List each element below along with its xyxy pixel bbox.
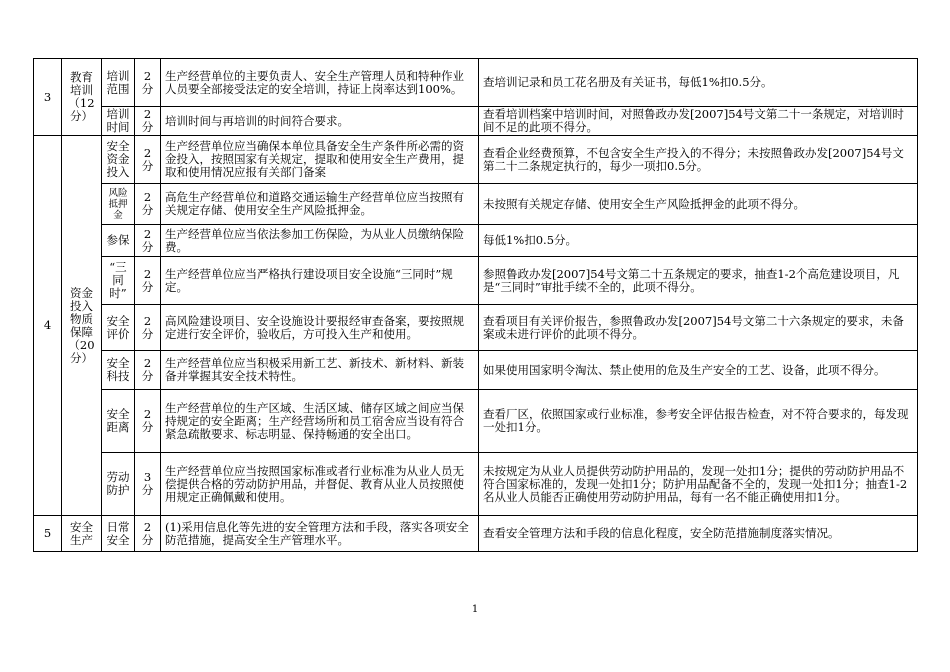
- points: 2分: [135, 257, 161, 305]
- standard-text: 生产经营单位应当确保本单位具备安全生产条件所必需的资金投入，按照国家有关规定，提取和使用安全生产费用，提取和使用情况应报有关部门备案: [161, 136, 479, 184]
- assessment-method: 未按规定为从业人员提供劳动防护用品的，发现一处扣1分；提供的劳动防护用品不符合国家标准的，发现一处扣1分；防护用品配备不全的，发现一处扣1分；抽查1-2名从业人员能否正确使用劳动防护用品，每有一名不能正确使用扣1分。: [479, 453, 918, 516]
- page-number: 1: [471, 604, 479, 615]
- assessment-method: 查看项目有关评价报告，参照鲁政办发[2007]54号文第二十六条规定的要求，未备案或未进行评价的此项不得分。: [479, 305, 918, 351]
- standard-text: 生产经营单位应当积极采用新工艺、新技术、新材料、新装备并掌握其安全技术特性。: [161, 351, 479, 390]
- points: 2分: [135, 390, 161, 453]
- sub-item: 安全距离: [102, 390, 135, 453]
- standard-text: 生产经营单位应当按照国家标准或者行业标准为从业人员无偿提供合格的劳动防护用品，并督促、教育从业人员按照使用规定正确佩戴和使用。: [161, 453, 479, 516]
- points: 2分: [135, 225, 161, 257]
- points: 2分: [135, 107, 161, 136]
- points: 2分: [135, 136, 161, 184]
- points: 2分: [135, 351, 161, 390]
- table-row: [34, 225, 918, 257]
- section-number: 5: [34, 516, 62, 552]
- sub-item: 安全科技: [102, 351, 135, 390]
- assessment-method: 查看安全管理方法和手段的信息化程度，安全防范措施制度落实情况。: [479, 516, 918, 552]
- assessment-method: 如果使用国家明令淘汰、禁止使用的危及生产安全的工艺、设备，此项不得分。: [479, 351, 918, 390]
- section-number: 4: [34, 136, 62, 516]
- standard-text: 生产经营单位的生产区域、生活区域、储存区域之间应当保持规定的安全距离；生产经营场所和员工宿舍应当设有符合紧急疏散要求、标志明显、保持畅通的安全出口。: [161, 390, 479, 453]
- table-row: [34, 136, 918, 184]
- sub-item: “三同时”: [102, 257, 135, 305]
- scoring-table: [33, 58, 918, 552]
- table-row: [34, 184, 918, 225]
- table-row: [34, 351, 918, 390]
- assessment-method: 查看企业经费预算，不包含安全生产投入的不得分；未按照鲁政办发[2007]54号文第二十二条规定执行的，每少一项扣0.5分。: [479, 136, 918, 184]
- assessment-method: 查培训记录和员工花名册及有关证书，每低1%扣0.5分。: [479, 59, 918, 107]
- standard-text: 高危生产经营单位和道路交通运输生产经营单位应当按照有关规定存储、使用安全生产风险抵押金。: [161, 184, 479, 225]
- points: 2分: [135, 59, 161, 107]
- table-row: [34, 305, 918, 351]
- table-row: [34, 516, 918, 552]
- points: 3分: [135, 453, 161, 516]
- table-row: [34, 107, 918, 136]
- sub-item: 日常安全: [102, 516, 135, 552]
- standard-text: 生产经营单位应当依法参加工伤保险，为从业人员缴纳保险费。: [161, 225, 479, 257]
- table-row: [34, 453, 918, 516]
- sub-item: 参保: [102, 225, 135, 257]
- assessment-method: 每低1%扣0.5分。: [479, 225, 918, 257]
- item-category: 教育培训（12分）: [62, 59, 102, 136]
- section-number: 3: [34, 59, 62, 136]
- sub-item: 风险抵押金: [102, 184, 135, 225]
- points: 2分: [135, 516, 161, 552]
- sub-item: 安全资金投入: [102, 136, 135, 184]
- sub-item: 安全评价: [102, 305, 135, 351]
- sub-item: 劳动防护: [102, 453, 135, 516]
- points: 2分: [135, 184, 161, 225]
- sub-item: 培训范围: [102, 59, 135, 107]
- points: 2分: [135, 305, 161, 351]
- assessment-method: 未按照有关规定存储、使用安全生产风险抵押金的此项不得分。: [479, 184, 918, 225]
- table-row: [34, 59, 918, 107]
- assessment-method: 参照鲁政办发[2007]54号文第二十五条规定的要求，抽查1-2个高危建设项目，凡是“三同时”审批手续不全的，此项不得分。: [479, 257, 918, 305]
- assessment-method: 查看厂区，依照国家或行业标准，参考安全评估报告检查，对不符合要求的，每发现一处扣1分。: [479, 390, 918, 453]
- item-category: 资金投入物质保障（20分）: [62, 136, 102, 516]
- standard-text: 生产经营单位应当严格执行建设项目安全设施“三同时”规定。: [161, 257, 479, 305]
- standard-text: 培训时间与再培训的时间符合要求。: [161, 107, 479, 136]
- table-row: [34, 257, 918, 305]
- assessment-method: 查看培训档案中培训时间，对照鲁政办发[2007]54号文第二十一条规定，对培训时间不足的此项不得分。: [479, 107, 918, 136]
- standard-text: (1)采用信息化等先进的安全管理方法和手段，落实各项安全防范措施，提高安全生产管理水平。: [161, 516, 479, 552]
- sub-item: 培训时间: [102, 107, 135, 136]
- standard-text: 生产经营单位的主要负责人、安全生产管理人员和特种作业人员要全部接受法定的安全培训，持证上岗率达到100%。: [161, 59, 479, 107]
- item-category: 安全生产: [62, 516, 102, 552]
- standard-text: 高风险建设项目、安全设施设计要报经审查备案，要按照规定进行安全评价，验收后，方可投入生产和使用。: [161, 305, 479, 351]
- table-row: [34, 390, 918, 453]
